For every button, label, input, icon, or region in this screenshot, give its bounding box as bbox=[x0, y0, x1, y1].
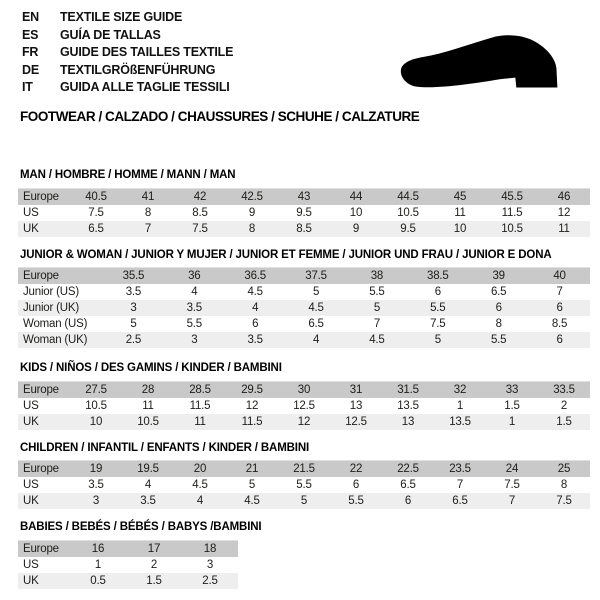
size-table bbox=[18, 381, 590, 430]
language-row bbox=[22, 44, 233, 62]
size-cell: 4 bbox=[174, 493, 226, 509]
size-cell: 3.5 bbox=[125, 286, 142, 298]
size-cell: 5.5 bbox=[468, 332, 529, 348]
size-cell: 5 bbox=[278, 493, 330, 509]
size-cell: 23.5 bbox=[434, 461, 486, 478]
size-cell: 3.5 bbox=[122, 493, 174, 509]
size-cell: 5.5 bbox=[369, 286, 385, 298]
language-code: ES bbox=[22, 27, 39, 42]
size-cell: 32 bbox=[434, 382, 486, 399]
size-table bbox=[18, 540, 238, 589]
size-cell: 2.5 bbox=[103, 332, 164, 348]
size-cell: 13 bbox=[349, 400, 363, 412]
table-row bbox=[18, 221, 590, 237]
size-cell: 7 bbox=[556, 286, 563, 298]
row-label: Junior (UK) bbox=[18, 300, 103, 316]
row-label: Europe bbox=[18, 382, 70, 399]
table-row bbox=[18, 205, 590, 221]
size-cell: 20 bbox=[174, 461, 226, 478]
size-cell: 10.5 bbox=[122, 414, 174, 430]
row-label: UK bbox=[18, 573, 70, 589]
section-title: BABIES / BEBÉS / BÉBÉS / BABYS /BAMBINI bbox=[20, 521, 262, 533]
size-cell: 6 bbox=[434, 286, 441, 298]
row-label: UK bbox=[18, 221, 70, 237]
language-row bbox=[22, 62, 233, 80]
size-cell: 12 bbox=[245, 400, 259, 412]
size-cell: 37.5 bbox=[286, 268, 347, 285]
size-cell: 3 bbox=[70, 493, 122, 509]
language-code: EN bbox=[22, 10, 39, 24]
size-cell: 3 bbox=[103, 300, 164, 316]
size-cell: 8 bbox=[226, 221, 278, 237]
size-cell: 8.5 bbox=[192, 207, 208, 219]
table-row bbox=[18, 300, 590, 316]
size-cell: 5 bbox=[130, 318, 137, 330]
size-cell: 7.5 bbox=[504, 479, 520, 491]
row-label: Woman (US) bbox=[23, 318, 88, 330]
size-cell: 7.5 bbox=[88, 207, 104, 219]
section-title: CHILDREN / INFANTIL / ENFANTS / KINDER / BAMBINI bbox=[20, 442, 310, 454]
size-cell: 4.5 bbox=[247, 286, 263, 298]
size-cell: 4.5 bbox=[286, 300, 347, 316]
section-title: MAN / HOMBRE / HOMME / MANN / MAN bbox=[20, 169, 236, 181]
size-cell: 44 bbox=[330, 189, 382, 206]
row-label: Europe bbox=[18, 461, 70, 478]
size-cell: 6 bbox=[352, 479, 360, 491]
table-row bbox=[18, 316, 590, 332]
category-title: FOOTWEAR / CALZADO / CHAUSSURES / SCHUHE / CALZATURE bbox=[20, 109, 420, 124]
size-cell: 10 bbox=[349, 207, 363, 219]
size-cell: 8.5 bbox=[551, 318, 568, 330]
size-cell: 3 bbox=[164, 332, 225, 348]
size-cell: 6.5 bbox=[400, 479, 416, 491]
section-title: JUNIOR & WOMAN / JUNIOR Y MUJER / JUNIOR ET FEMME / JUNIOR UND FRAU / JUNIOR E DONA bbox=[20, 249, 552, 261]
size-cell: 31.5 bbox=[382, 382, 434, 399]
size-cell: 4 bbox=[191, 286, 198, 298]
table-row bbox=[18, 332, 590, 348]
size-cell: 16 bbox=[70, 541, 126, 558]
size-cell: 6.5 bbox=[308, 318, 324, 330]
size-cell: 12.5 bbox=[330, 414, 382, 430]
row-label: US bbox=[23, 400, 39, 412]
language-label: GUIDA ALLE TAGLIE TESSILI bbox=[60, 80, 230, 95]
size-cell: 29.5 bbox=[226, 382, 278, 399]
size-cell: 1.5 bbox=[538, 414, 590, 430]
size-cell: 40.5 bbox=[70, 189, 122, 206]
size-cell: 1.5 bbox=[126, 573, 182, 589]
size-cell: 45 bbox=[434, 189, 486, 206]
size-cell: 12 bbox=[278, 414, 330, 430]
size-cell: 12.5 bbox=[293, 400, 315, 412]
size-cell: 31 bbox=[330, 382, 382, 399]
table-header-row bbox=[18, 189, 590, 206]
size-cell: 46 bbox=[538, 189, 590, 206]
size-cell: 5 bbox=[248, 479, 256, 491]
size-cell: 22 bbox=[330, 461, 382, 478]
language-code: FR bbox=[22, 45, 39, 60]
size-cell: 13.5 bbox=[397, 400, 419, 412]
size-cell: 8 bbox=[560, 479, 568, 491]
size-cell: 6 bbox=[529, 300, 590, 316]
table-row bbox=[18, 477, 590, 493]
language-code: DE bbox=[22, 62, 39, 77]
size-cell: 11.5 bbox=[501, 207, 523, 219]
size-cell: 10 bbox=[70, 414, 122, 430]
size-cell: 44.5 bbox=[382, 189, 434, 206]
size-cell: 6 bbox=[252, 318, 259, 330]
size-cell: 43 bbox=[278, 189, 330, 206]
row-label: Europe bbox=[18, 189, 70, 206]
size-cell: 10.5 bbox=[397, 207, 419, 219]
size-cell: 4 bbox=[286, 332, 347, 348]
size-table bbox=[18, 188, 590, 237]
size-cell: 9.5 bbox=[296, 207, 312, 219]
size-cell: 7 bbox=[122, 221, 174, 237]
size-cell: 21.5 bbox=[278, 461, 330, 478]
size-cell: 3.5 bbox=[164, 300, 225, 316]
size-cell: 42.5 bbox=[226, 189, 278, 206]
size-cell: 0.5 bbox=[70, 573, 126, 589]
table-row bbox=[18, 398, 590, 414]
size-cell: 4.5 bbox=[347, 332, 408, 348]
size-cell: 33.5 bbox=[538, 382, 590, 399]
size-cell: 7 bbox=[456, 479, 464, 491]
language-list bbox=[22, 9, 233, 97]
size-cell: 9 bbox=[248, 207, 256, 219]
size-cell: 7.5 bbox=[174, 221, 226, 237]
table-row bbox=[18, 557, 238, 573]
size-cell: 1 bbox=[94, 559, 102, 571]
size-cell: 27.5 bbox=[70, 382, 122, 399]
language-row bbox=[22, 27, 233, 45]
size-cell: 13.5 bbox=[434, 414, 486, 430]
row-label: Europe bbox=[18, 268, 103, 285]
size-cell: 8 bbox=[495, 318, 502, 330]
language-row bbox=[22, 9, 233, 27]
size-cell: 10.5 bbox=[85, 400, 107, 412]
size-table bbox=[18, 460, 590, 509]
size-cell: 11 bbox=[538, 221, 590, 237]
size-cell: 42 bbox=[174, 189, 226, 206]
size-cell: 9.5 bbox=[382, 221, 434, 237]
size-cell: 6 bbox=[468, 300, 529, 316]
size-cell: 6 bbox=[382, 493, 434, 509]
size-cell: 7 bbox=[486, 493, 538, 509]
size-cell: 1.5 bbox=[504, 400, 520, 412]
size-cell: 6.5 bbox=[70, 221, 122, 237]
size-cell: 13 bbox=[382, 414, 434, 430]
row-label: Woman (UK) bbox=[18, 332, 103, 348]
size-cell: 9 bbox=[330, 221, 382, 237]
size-cell: 5.5 bbox=[186, 318, 202, 330]
size-cell: 8.5 bbox=[278, 221, 330, 237]
row-label: UK bbox=[18, 414, 70, 430]
size-cell: 11 bbox=[454, 207, 466, 219]
language-label: TEXTILE SIZE GUIDE bbox=[60, 10, 183, 24]
size-cell: 11.5 bbox=[226, 414, 278, 430]
size-cell: 4 bbox=[144, 479, 152, 491]
size-cell: 19 bbox=[70, 461, 122, 478]
table-row bbox=[18, 573, 238, 589]
size-cell: 30 bbox=[278, 382, 330, 399]
table-header-row bbox=[18, 541, 238, 558]
row-label: Europe bbox=[18, 541, 70, 558]
table-header-row bbox=[18, 461, 590, 478]
size-cell: 1 bbox=[456, 400, 464, 412]
section-title: KIDS / NIÑOS / DES GAMINS / KINDER / BAMBINI bbox=[20, 362, 282, 374]
size-cell: 4 bbox=[225, 300, 286, 316]
size-cell: 12 bbox=[557, 207, 571, 219]
size-cell: 33 bbox=[486, 382, 538, 399]
size-cell: 5 bbox=[407, 332, 468, 348]
size-cell: 28 bbox=[122, 382, 174, 399]
table-row bbox=[18, 493, 590, 509]
size-cell: 40 bbox=[529, 268, 590, 285]
size-cell: 38.5 bbox=[407, 268, 468, 285]
size-cell: 2 bbox=[150, 559, 158, 571]
size-cell: 11.5 bbox=[189, 400, 211, 412]
size-cell: 38 bbox=[347, 268, 408, 285]
table-row bbox=[18, 414, 590, 430]
size-cell: 7.5 bbox=[430, 318, 446, 330]
language-label: TEXTILGRÖßENFÜHRUNG bbox=[60, 62, 216, 77]
size-cell: 7 bbox=[373, 318, 381, 330]
size-cell: 10.5 bbox=[486, 221, 538, 237]
size-cell: 5 bbox=[347, 300, 408, 316]
size-cell: 6 bbox=[529, 332, 590, 348]
size-cell: 7.5 bbox=[538, 493, 590, 509]
size-cell: 1 bbox=[486, 414, 538, 430]
size-cell: 3.5 bbox=[88, 479, 104, 491]
size-cell: 8 bbox=[144, 207, 152, 219]
size-cell: 25 bbox=[538, 461, 590, 478]
size-cell: 45.5 bbox=[486, 189, 538, 206]
size-cell: 5.5 bbox=[296, 479, 312, 491]
size-cell: 4.5 bbox=[226, 493, 278, 509]
language-code: IT bbox=[22, 80, 33, 95]
shoe-icon bbox=[398, 34, 574, 92]
size-cell: 36.5 bbox=[225, 268, 286, 285]
size-cell: 35.5 bbox=[103, 268, 164, 285]
row-label: US bbox=[23, 479, 39, 491]
language-row bbox=[22, 79, 233, 97]
size-cell: 18 bbox=[182, 541, 238, 558]
size-cell: 6.5 bbox=[490, 286, 507, 298]
size-cell: 22.5 bbox=[382, 461, 434, 478]
size-cell: 3.5 bbox=[225, 332, 286, 348]
size-cell: 28.5 bbox=[174, 382, 226, 399]
row-label: US bbox=[23, 207, 39, 219]
table-header-row bbox=[18, 268, 590, 285]
size-cell: 4.5 bbox=[192, 479, 208, 491]
size-cell: 2 bbox=[560, 400, 568, 412]
table-header-row bbox=[18, 382, 590, 399]
table-row bbox=[18, 284, 590, 300]
row-label: Junior (US) bbox=[23, 286, 79, 298]
size-cell: 11 bbox=[174, 414, 226, 430]
size-cell: 2.5 bbox=[182, 573, 238, 589]
size-cell: 17 bbox=[126, 541, 182, 558]
size-cell: 5.5 bbox=[407, 300, 468, 316]
size-cell: 21 bbox=[226, 461, 278, 478]
size-cell: 5.5 bbox=[330, 493, 382, 509]
size-cell: 36 bbox=[164, 268, 225, 285]
size-cell: 11 bbox=[142, 400, 154, 412]
language-label: GUÍA DE TALLAS bbox=[60, 27, 161, 42]
language-label: GUIDE DES TAILLES TEXTILE bbox=[60, 45, 234, 60]
row-label: US bbox=[23, 559, 39, 571]
size-cell: 39 bbox=[468, 268, 529, 285]
size-cell: 3 bbox=[206, 559, 214, 571]
row-label: UK bbox=[18, 493, 70, 509]
size-cell: 6.5 bbox=[434, 493, 486, 509]
size-cell: 5 bbox=[312, 286, 320, 298]
size-cell: 24 bbox=[486, 461, 538, 478]
size-cell: 10 bbox=[434, 221, 486, 237]
size-cell: 41 bbox=[122, 189, 174, 206]
size-table bbox=[18, 267, 590, 348]
size-cell: 19.5 bbox=[122, 461, 174, 478]
